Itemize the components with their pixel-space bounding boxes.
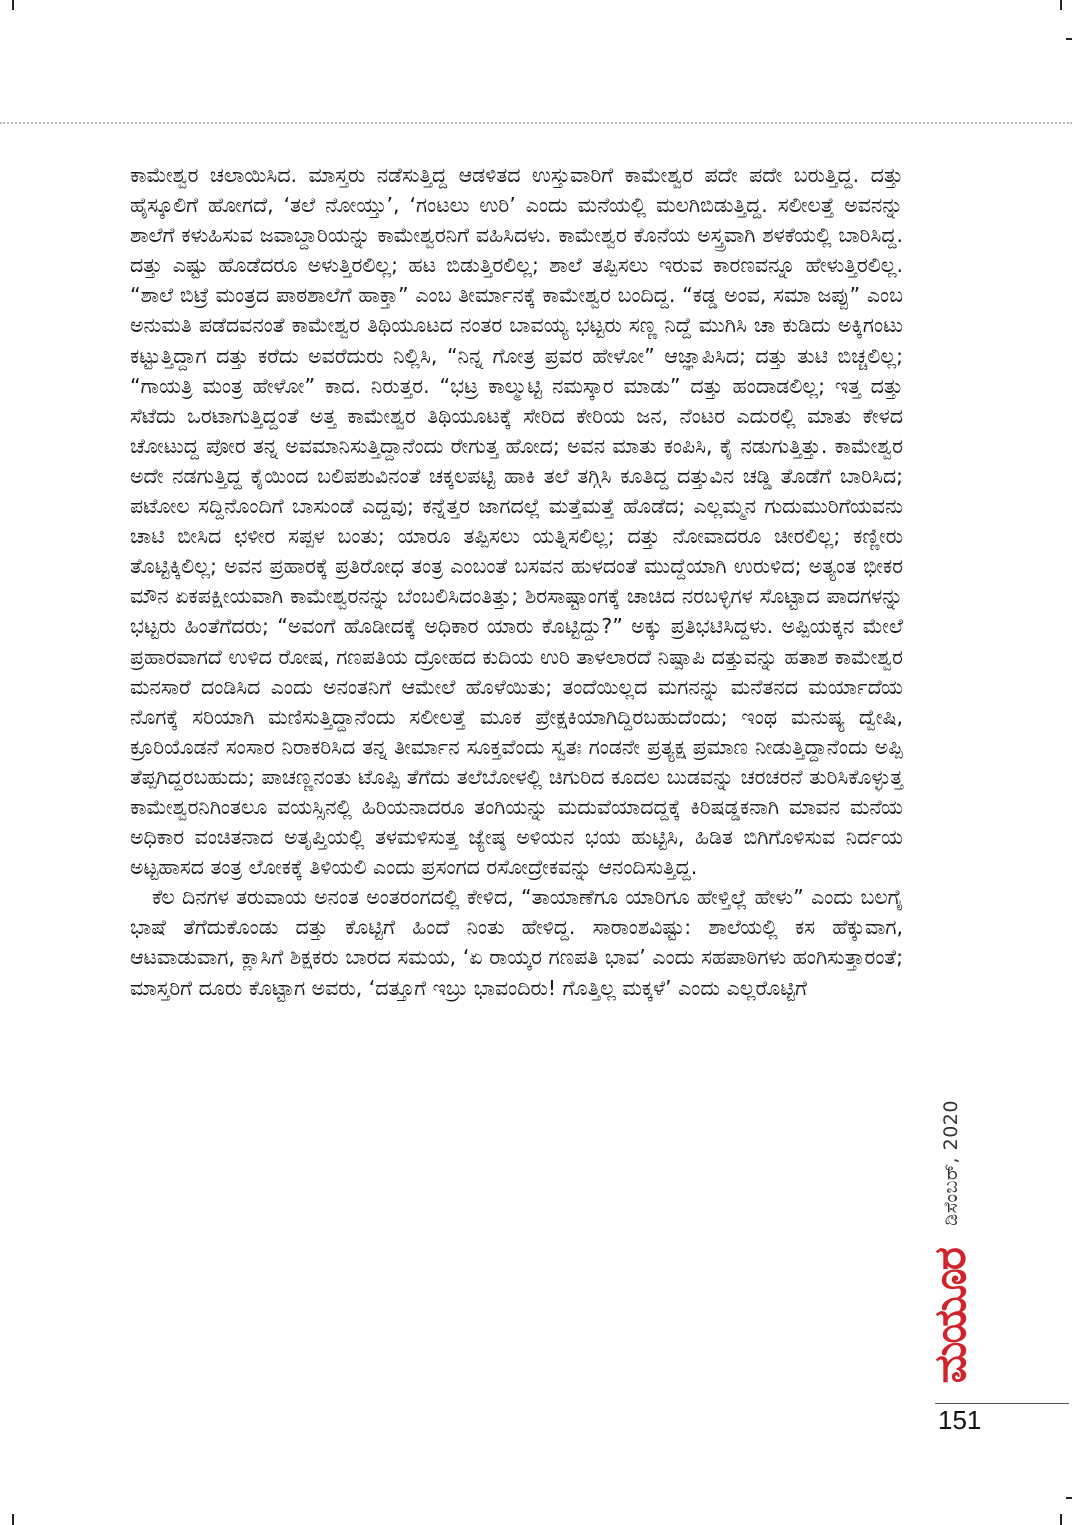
paragraph-1: ಕಾಮೇಶ್ವರ ಚಲಾಯಿಸಿದ. ಮಾಸ್ತರು ನಡೆಸುತ್ತಿದ್ದ ಆಡಳಿತದ ಉಸ್ತುವಾರಿಗೆ ಕಾಮೇಶ್ವರ ಪದೇ ಪದೇ ಬರುತ್ತಿದ್ದ. ದತ್ತು ಹೈಸ್ಕೂಲಿಗೆ ಹೋಗದೆ, ‘ತಲೆ ನೋಯ್ತು’, ‘ಗಂಟಲು ಉರಿ’ ಎಂದು ಮನೆಯಲ್ಲಿ ಮಲಗಿಬಿಡುತ್ತಿದ್ದ. ಸಲೀಲತ್ತೆ ಅವನನ್ನು ಶಾಲೆಗೆ ಕಳುಹಿಸುವ ಜವಾಬ್ದಾರಿಯನ್ನು ಕಾಮೇಶ್ವರನಿಗೆ ವಹಿಸಿದಳು. ಕಾಮೇಶ್ವರ ಕೊನೆಯ ಅಸ್ತ್ರವಾಗಿ ಶಳಕೆಯಲ್ಲಿ ಬಾರಿಸಿದ್ದ. ದತ್ತು ಎಷ್ಟು ಹೊಡೆದರೂ ಅಳುತ್ತಿರಲಿಲ್ಲ; ಹಟ ಬಿಡುತ್ತಿರಲಿಲ್ಲ; ಶಾಲೆ ತಪ್ಪಿಸಲು ಇರುವ ಕಾರಣವನ್ನೂ ಹೇಳುತ್ತಿರಲಿಲ್ಲ. “ಶಾಲೆ ಬಿಟ್ರೆ ಮಂತ್ರದ ಪಾಠಶಾಲೆಗೆ ಹಾಕ್ತಾ” ಎಂಬ ತೀರ್ಮಾನಕ್ಕೆ ಕಾಮೇಶ್ವರ ಬಂದಿದ್ದ. “ಕಡ್ಡ ಅಂವ, ಸಮಾ ಜಪ್ಪು” ಎಂಬ ಅನುಮತಿ ಪಡೆದವನಂತೆ ಕಾಮೇಶ್ವರ ತಿಥಿಯೂಟದ ನಂತರ ಬಾವಯ್ಯ ಭಟ್ಟರು ಸಣ್ಣ ನಿದ್ದೆ ಮುಗಿಸಿ ಚಾ ಕುಡಿದು ಅಕ್ಕಿಗಂಟು ಕಟ್ಟುತ್ತಿದ್ದಾಗ ದತ್ತು ಕರೆದು ಅವರೆದುರು ನಿಲ್ಲಿಸಿ, “ನಿನ್ನ ಗೋತ್ರ ಪ್ರವರ ಹೇಳೋ” ಆಜ್ಞಾಪಿಸಿದ; ದತ್ತು ತುಟಿ ಬಿಚ್ಚಲಿಲ್ಲ; “ಗಾಯತ್ರಿ ಮಂತ್ರ ಹೇಳೋ” ಕಾದ. ನಿರುತ್ತರ. “ಭಟ್ರ ಕಾಲ್ಮುಟ್ಟಿ ನಮಸ್ಕಾರ ಮಾಡು” ದತ್ತು ಹಂದಾಡಲಿಲ್ಲ; ಇತ್ತ ದತ್ತು ಸೆಟೆದು ಒರಟಾಗುತ್ತಿದ್ದಂತೆ ಅತ್ತ ಕಾಮೇಶ್ವರ ತಿಥಿಯೂಟಕ್ಕೆ ಸೇರಿದ ಕೇರಿಯ ಜನ, ನೆಂಟರ ಎದುರಲ್ಲಿ ಮಾತು ಕೇಳದ ಚೋಟುದ್ದ ಪೋರ ತನ್ನ ಅವಮಾನಿಸುತ್ತಿದ್ದಾನೆಂದು ರೇಗುತ್ತ ಹೋದ; ಅವನ ಮಾತು ಕಂಪಿಸಿ, ಕೈ ನಡುಗುತ್ತಿತ್ತು. ಕಾಮೇಶ್ವರ ಅದೇ ನಡಗುತ್ತಿದ್ದ ಕೈಯಿಂದ ಬಲಿಪಶುವಿನಂತೆ ಚಕ್ಕಲಪಟ್ಟಿ ಹಾಕಿ ತಲೆ ತಗ್ಗಿಸಿ ಕೂತಿದ್ದ ದತ್ತುವಿನ ಚಡ್ಡಿ ತೊಡೆಗೆ ಬಾರಿಸಿದ; ಪಟೋಲ ಸದ್ದಿನೊಂದಿಗೆ ಬಾಸುಂಡೆ ಎದ್ದವು; ಕನ್ನೆತ್ತರ ಜಾಗದಲ್ಲೆ ಮತ್ತೆಮತ್ತೆ ಹೊಡೆದ; ಎಲ್ಲಮ್ಮನ ಗುದುಮುರಿಗೆಯವನು ಚಾಟಿ ಬೀಸಿದ ಛಳೀರ ಸಪ್ಪಳ ಬಂತು; ಯಾರೂ ತಪ್ಪಿಸಲು ಯತ್ನಿಸಲಿಲ್ಲ; ದತ್ತು ನೋವಾದರೂ ಚೀರಲಿಲ್ಲ; ಕಣ್ಣೀರು ತೊಟ್ಟಿಕ್ಕಿಲಿಲ್ಲ; ಅವನ ಪ್ರಹಾರಕ್ಕೆ ಪ್ರತಿರೋಧ ತಂತ್ರ ಎಂಬಂತೆ ಬಸವನ ಹುಳದಂತೆ ಮುದ್ದೆಯಾಗಿ ಉರುಳಿದ; ಅತ್ಯಂತ ಭೀಕರ ಮೌನ ಏಕಪಕ್ಷೀಯವಾಗಿ ಕಾಮೇಶ್ವರನನ್ನು ಬೆಂಬಲಿಸಿದಂತಿತ್ತು; ಶಿರಸಾಷ್ಟಾಂಗಕ್ಕೆ ಚಾಚಿದ ನರಬಳ್ಳಿಗಳ ಸೊಟ್ಟಾದ ಪಾದಗಳನ್ನು ಭಟ್ಟರು ಹಿಂತೆಗೆದರು; “ಅವಂಗೆ ಹೊಡೀದಕ್ಕೆ ಅಧಿಕಾರ ಯಾರು ಕೊಟ್ಟಿದ್ದು?” ಅಕ್ಕು ಪ್ರತಿಭಟಿಸಿದ್ದಳು. ಅಪ್ಪಿಯಕ್ಕನ ಮೇಲೆ ಪ್ರಹಾರವಾಗದೆ ಉಳಿದ ರೋಷ, ಗಣಪತಿಯ ದ್ರೋಹದ ಕುದಿಯ ಉರಿ ತಾಳಲಾರದೆ ನಿಷ್ಪಾಪಿ ದತ್ತುವನ್ನು ಹತಾಶ ಕಾಮೇಶ್ವರ ಮನಸಾರೆ ದಂಡಿಸಿದ ಎಂದು ಅನಂತನಿಗೆ ಆಮೇಲೆ ಹೊಳೆಯಿತು; ತಂದೆಯಿಲ್ಲದ ಮಗನನ್ನು ಮನೆತನದ ಮರ್ಯಾದೆಯ ನೊಗಕ್ಕೆ ಸರಿಯಾಗಿ ಮಣಿಸುತ್ತಿದ್ದಾನೆಂದು ಸಲೀಲತ್ತೆ ಮೂಕ ಪ್ರೇಕ್ಷಕಿಯಾಗಿದ್ದಿರಬಹುದೆಂದು; ಇಂಥ ಮನುಷ್ಯ ದ್ವೇಷಿ, ಕ್ರೂರಿಯೊಡನೆ ಸಂಸಾರ ನಿರಾಕರಿಸಿದ ತನ್ನ ತೀರ್ಮಾನ ಸೂಕ್ತವೆಂದು ಸ್ವತಃ ಗಂಡನೇ ಪ್ರತ್ಯಕ್ಷ ಪ್ರಮಾಣ ನೀಡುತ್ತಿದ್ದಾನೆಂದು ಅಪ್ಪಿ ತೆಪ್ಪಗಿದ್ದರಬಹುದು; ಪಾಚಣ್ಣನಂತು ಟೊಪ್ಪಿ ತೆಗೆದು ತಲೆಬೋಳಲ್ಲಿ ಚಿಗುರಿದ ಕೂದಲ ಬುಡವನ್ನು ಚರಚರನೆ ತುರಿಸಿಕೊಳ್ಳುತ್ತ ಕಾಮೇಶ್ವರನಿಗಿಂತಲೂ ವಯಸ್ಸಿನಲ್ಲಿ ಹಿರಿಯನಾದರೂ ತಂಗಿಯನ್ನು ಮದುವೆಯಾದದ್ದಕ್ಕೆ ಕಿರಿಷಡ್ಡಕನಾಗಿ ಮಾವನ ಮನೆಯ ಅಧಿಕಾರ ವಂಚಿತನಾದ ಅತೃಪ್ತಿಯಲ್ಲಿ ತಳಮಳಿಸುತ್ತ ಜ್ಯೇಷ್ಠ ಅಳಿಯನ ಭಯ ಹುಟ್ಟಿಸಿ, ಹಿಡಿತ ಬಿಗಿಗೊಳಿಸುವ ನಿರ್ದಯ ಅಟ್ಟಹಾಸದ ತಂತ್ರ ಲೋಕಕ್ಕೆ ತಿಳಿಯಲಿ ಎಂದು ಪ್ರಸಂಗದ ರಸೋದ್ರೇಕವನ್ನು ಆನಂದಿಸುತ್ತಿದ್ದ. (130, 163, 903, 880)
magazine-logo-text: ಮಯೂರ (925, 1248, 976, 1384)
crop-mark-right-lower (1066, 1497, 1072, 1499)
magazine-logo (925, 1236, 976, 1396)
crop-mark-right-upper (1066, 38, 1072, 40)
paragraph-2: ಕೆಲ ದಿನಗಳ ತರುವಾಯ ಅನಂತ ಅಂತರಂಗದಲ್ಲಿ ಕೇಳಿದ, “ತಾಯಾಣೆಗೂ ಯಾರಿಗೂ ಹೇಳ್ತಿಲ್ಲೆ ಹೇಳು” ಎಂದು ಬಲಗೈ ಭಾಷೆ ತೆಗೆದುಕೊಂಡು ದತ್ತು ಕೊಟ್ಟಿಗೆ ಹಿಂದೆ ನಿಂತು ಹೇಳಿದ್ದ. ಸಾರಾಂಶವಿಷ್ಟು: ಶಾಲೆಯಲ್ಲಿ ಕಸ ಹೆಕ್ಕುವಾಗ, ಆಟವಾಡುವಾಗ, ಕ್ಲಾಸಿಗೆ ಶಿಕ್ಷಕರು ಬಾರದ ಸಮಯ, ‘ಏ ರಾಯ್ಕರ ಗಣಪತಿ ಭಾವ’ ಎಂದು ಸಹಪಾಠಿಗಳು ಹಂಗಿಸುತ್ತಾರಂತೆ; ಮಾಸ್ತರಿಗೆ ದೂರು ಕೊಟ್ಟಾಗ ಅವರು, ‘ದತ್ತೂಗೆ ಇಬ್ರು ಭಾವಂದಿರು! ಗೊತ್ತಿಲ್ಲ ಮಕ್ಕಳೆ’ ಎಂದು ಎಲ್ಲರೊಟ್ಟಿಗೆ (130, 885, 903, 1000)
crop-mark-bottom-left (12, 1514, 14, 1525)
crop-mark-top-left (12, 0, 14, 10)
crop-mark-top-right (1060, 0, 1062, 10)
page-number: 151 (938, 1405, 982, 1435)
header-dotted-rule (0, 122, 1072, 124)
crop-mark-bottom-right (1060, 1514, 1062, 1525)
footer-rule (935, 1403, 1069, 1404)
issue-date: ಡಿಸೆಂಬರ್, 2020 (940, 1100, 962, 1226)
article-body (130, 160, 903, 1003)
